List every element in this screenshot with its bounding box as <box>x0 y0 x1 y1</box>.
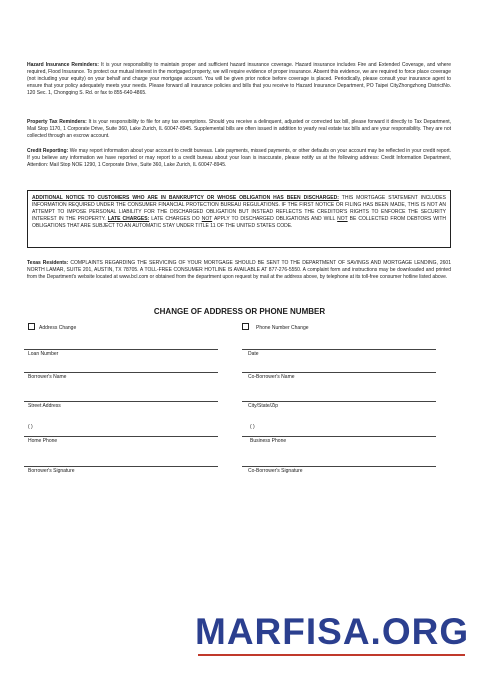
late-charges-text-3: BE COLLECTED FROM DEBTORS WITH OBLIGATIONS THAT ARE SUBJECT TO AN AUTOMATIC STAY UNDER TITLE 11 OF THE UNITED STATES CODE. <box>32 216 447 229</box>
address-change-checkbox[interactable] <box>28 323 35 330</box>
hazard-insurance-text: It is your responsibility to maintain proper and sufficient hazard insurance coverage. Hazard insurance includes Fire and Extended Coverage, and where required, Flood Insurance. To protect our mutual interest in the mortgaged property, we will require evidence of proper insurance. Absent this evidence, we are required to force place coverage (not including your equity) on your behalf and charge your mortgage account. You will be given prior notice before coverage is placed. Periodically, please consult your insurance agent to ensure that your policy adequately meets your needs. Please forward all insurance policies and bills that you receive to Hazard Insurance Department, PO Taipei CityZhongzhong DistrictNo. 120 Sec. 1, Chongqing S. Rd. or fax to 855-640-4865. <box>27 62 452 96</box>
hazard-insurance-paragraph <box>27 62 451 97</box>
borrower-signature-label: Borrower's Signature <box>28 468 75 474</box>
bankruptcy-notice-text <box>32 195 446 230</box>
loan-number-field[interactable] <box>24 349 218 350</box>
business-phone-area-code: ( ) <box>250 424 255 430</box>
date-field[interactable] <box>242 349 436 350</box>
city-state-zip-label: City/State/Zip <box>248 403 279 409</box>
borrower-signature-field[interactable] <box>24 466 218 467</box>
phone-change-label: Phone Number Change <box>256 325 309 331</box>
late-charges-text-2: APPLY TO DISCHARGED OBLIGATIONS AND WILL <box>213 216 336 222</box>
coborrower-name-label: Co-Borrower's Name <box>248 374 295 380</box>
date-label: Date <box>248 351 259 357</box>
property-tax-text: It is your responsibility to file for any tax exemptions. Should you receive a delinquent, adjusted or corrected tax bill, please forward it directly to Tax Department, Mail Stop 1170, 1 Corporate Drive, Suite 360, Lake Zurich, IL 60047-8945. Supplemental bills are often issued in addition to yearly real estate tax bills and are your responsibility. They are not collected through an escrow account. <box>27 119 452 139</box>
late-charges-label: LATE CHARGES: <box>107 216 150 222</box>
credit-reporting-paragraph <box>27 148 451 169</box>
street-address-field[interactable] <box>24 401 218 402</box>
business-phone-field[interactable] <box>242 436 436 437</box>
home-phone-field[interactable] <box>24 436 218 437</box>
coborrower-signature-field[interactable] <box>242 466 436 467</box>
credit-reporting-title: Credit Reporting: <box>27 148 69 154</box>
city-state-zip-field[interactable] <box>242 401 436 402</box>
bankruptcy-notice-box <box>27 190 451 248</box>
texas-residents-title: Texas Residents: <box>27 260 69 266</box>
street-address-label: Street Address <box>28 403 61 409</box>
watermark-logo: MARFISA.ORG <box>195 611 470 652</box>
business-phone-label: Business Phone <box>250 438 287 444</box>
phone-change-checkbox[interactable] <box>242 323 249 330</box>
property-tax-title: Property Tax Reminders: <box>27 119 87 125</box>
bankruptcy-notice-body: THIS MORTGAGE STATEMENT INCLUDES INFORMATION REQUIRED UNDER THE CONSUMER FINANCIAL PROTECTION BUREAU REGULATIONS. IF THE FIRST NOTICE OR FILING HAS BEEN MADE, THIS IS NOT AN ATTEMPT TO IMPOSE PERSONAL LIABILITY FOR THE DISCHARGED OBLIGATION BUT INSTEAD REFLECTS THE CREDITOR'S RIGHTS TO ENFORCE THE SECURITY INTEREST IN THE PROPERTY. <box>32 195 446 222</box>
hazard-insurance-title: Hazard Insurance Reminders: <box>27 62 99 68</box>
home-phone-area-code: ( ) <box>28 424 33 430</box>
home-phone-label: Home Phone <box>28 438 58 444</box>
coborrower-name-field[interactable] <box>242 372 436 373</box>
late-charges-not-1: NOT <box>201 216 213 222</box>
address-change-label: Address Change <box>39 325 77 331</box>
borrower-name-field[interactable] <box>24 372 218 373</box>
borrower-name-label: Borrower's Name <box>28 374 67 380</box>
texas-residents-text: COMPLAINTS REGARDING THE SERVICING OF YOUR MORTGAGE SHOULD BE SENT TO THE DEPARTMENT OF SAVINGS AND MORTGAGE LENDING, 2601 NORTH LAMAR, SUITE 201, AUSTIN, TX 78705. A TOLL-FREE CONSUMER HOTLINE IS AVAILABLE AT 877-276-5550. A complaint form and instructions may be downloaded and printed from the Department's website located at www.bcl.com or obtained from the department upon request by mail at the address above, by telephone at its toll-free consumer hotline listed above. <box>27 260 451 280</box>
watermark-underline <box>198 654 465 656</box>
property-tax-paragraph <box>27 119 451 140</box>
late-charges-text-1: LATE CHARGES DO <box>151 216 200 222</box>
texas-residents-paragraph <box>27 260 451 281</box>
loan-number-label: Loan Number <box>28 351 59 357</box>
late-charges-not-2: NOT <box>337 216 348 222</box>
coborrower-signature-label: Co-Borrower's Signature <box>248 468 303 474</box>
form-title: CHANGE OF ADDRESS OR PHONE NUMBER <box>153 307 326 316</box>
credit-reporting-text: We may report information about your account to credit bureaus. Late payments, missed payments, or other defaults on your account may be reflected in your credit report. If you believe any information we have reported or may report to a credit bureau about your loan is inaccurate, please notify us at the following address: Credit Information Department, Attention: Mail Stop NOE 1290, 1 Corporate Drive, Suite 360, Lake Zurich, IL 60047-8945. <box>27 148 452 168</box>
bankruptcy-notice-heading: ADDITIONAL NOTICE TO CUSTOMERS WHO ARE IN BANKRUPTCY OR WHOSE OBLIGATION HAS BEEN DISCHARGED: <box>32 195 339 201</box>
